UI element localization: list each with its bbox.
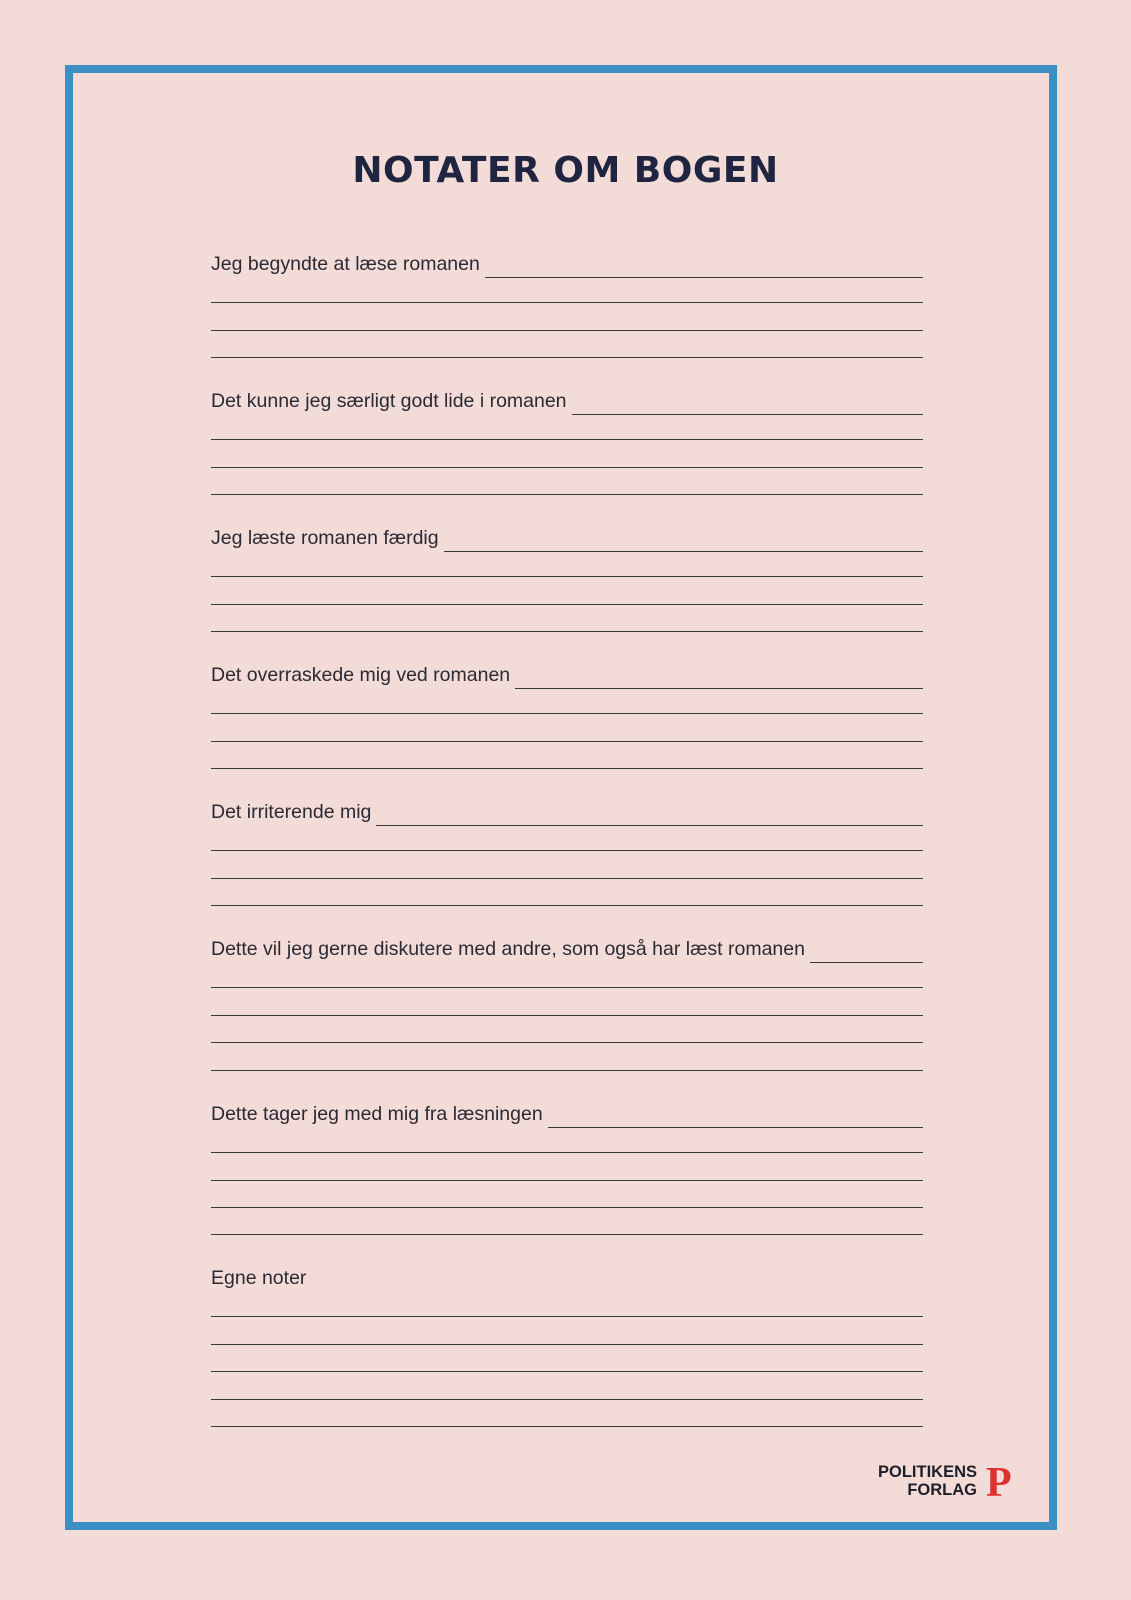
answer-line[interactable] <box>211 1426 923 1427</box>
answer-line[interactable] <box>444 531 923 552</box>
answer-line[interactable] <box>211 357 923 358</box>
section-begyndte <box>211 252 923 278</box>
answer-line[interactable] <box>211 467 923 468</box>
answer-line[interactable] <box>376 805 923 826</box>
section-label: Jeg læste romanen færdig <box>211 527 439 549</box>
answer-line[interactable] <box>211 768 923 769</box>
answer-line[interactable] <box>211 713 923 714</box>
answer-line[interactable] <box>211 850 923 851</box>
section-label: Dette tager jeg med mig fra læsningen <box>211 1103 543 1125</box>
section-egne-noter <box>211 1266 923 1292</box>
answer-line[interactable] <box>211 330 923 331</box>
answer-line[interactable] <box>211 604 923 605</box>
answer-line[interactable] <box>211 1316 923 1317</box>
section-label: Det irriterende mig <box>211 801 372 823</box>
answer-line[interactable] <box>485 257 923 278</box>
answer-line[interactable] <box>211 494 923 495</box>
section-tager-med <box>211 1102 923 1128</box>
answer-line[interactable] <box>211 1042 923 1043</box>
logo-line-1: POLITIKENS <box>878 1463 978 1481</box>
answer-line[interactable] <box>211 1234 923 1235</box>
section-irriterende <box>211 800 923 826</box>
answer-line[interactable] <box>211 1070 923 1071</box>
answer-line[interactable] <box>211 1015 923 1016</box>
answer-line[interactable] <box>211 987 923 988</box>
section-label: Det kunne jeg særligt godt lide i romanen <box>211 390 567 412</box>
answer-line[interactable] <box>810 942 923 963</box>
section-label: Jeg begyndte at læse romanen <box>211 253 480 275</box>
section-faerdig <box>211 526 923 552</box>
section-godt-lide <box>211 389 923 415</box>
answer-line[interactable] <box>211 576 923 577</box>
publisher-logo <box>878 1463 1021 1499</box>
logo-mark: P <box>986 1463 1012 1499</box>
answer-line[interactable] <box>211 878 923 879</box>
section-diskutere <box>211 937 923 963</box>
page-title: NOTATER OM BOGEN <box>352 150 779 191</box>
section-overraskede <box>211 663 923 689</box>
answer-line[interactable] <box>515 668 923 689</box>
answer-line[interactable] <box>548 1107 923 1128</box>
answer-line[interactable] <box>572 394 923 415</box>
logo-wordmark <box>878 1463 977 1499</box>
logo-line-2: FORLAG <box>907 1481 978 1499</box>
logo-p-icon <box>985 1463 1021 1499</box>
answer-line[interactable] <box>211 1399 923 1400</box>
answer-line[interactable] <box>211 1371 923 1372</box>
answer-line[interactable] <box>211 1180 923 1181</box>
answer-line[interactable] <box>211 631 923 632</box>
answer-line[interactable] <box>211 1344 923 1345</box>
page-border <box>65 65 1057 1530</box>
answer-line[interactable] <box>211 439 923 440</box>
answer-line[interactable] <box>211 905 923 906</box>
section-label: Det overraskede mig ved romanen <box>211 664 511 686</box>
section-label: Egne noter <box>211 1267 307 1289</box>
answer-line[interactable] <box>211 302 923 303</box>
answer-line[interactable] <box>211 1152 923 1153</box>
answer-line[interactable] <box>211 1207 923 1208</box>
section-label: Dette vil jeg gerne diskutere med andre, som også har læst romanen <box>211 938 805 960</box>
answer-line[interactable] <box>211 741 923 742</box>
